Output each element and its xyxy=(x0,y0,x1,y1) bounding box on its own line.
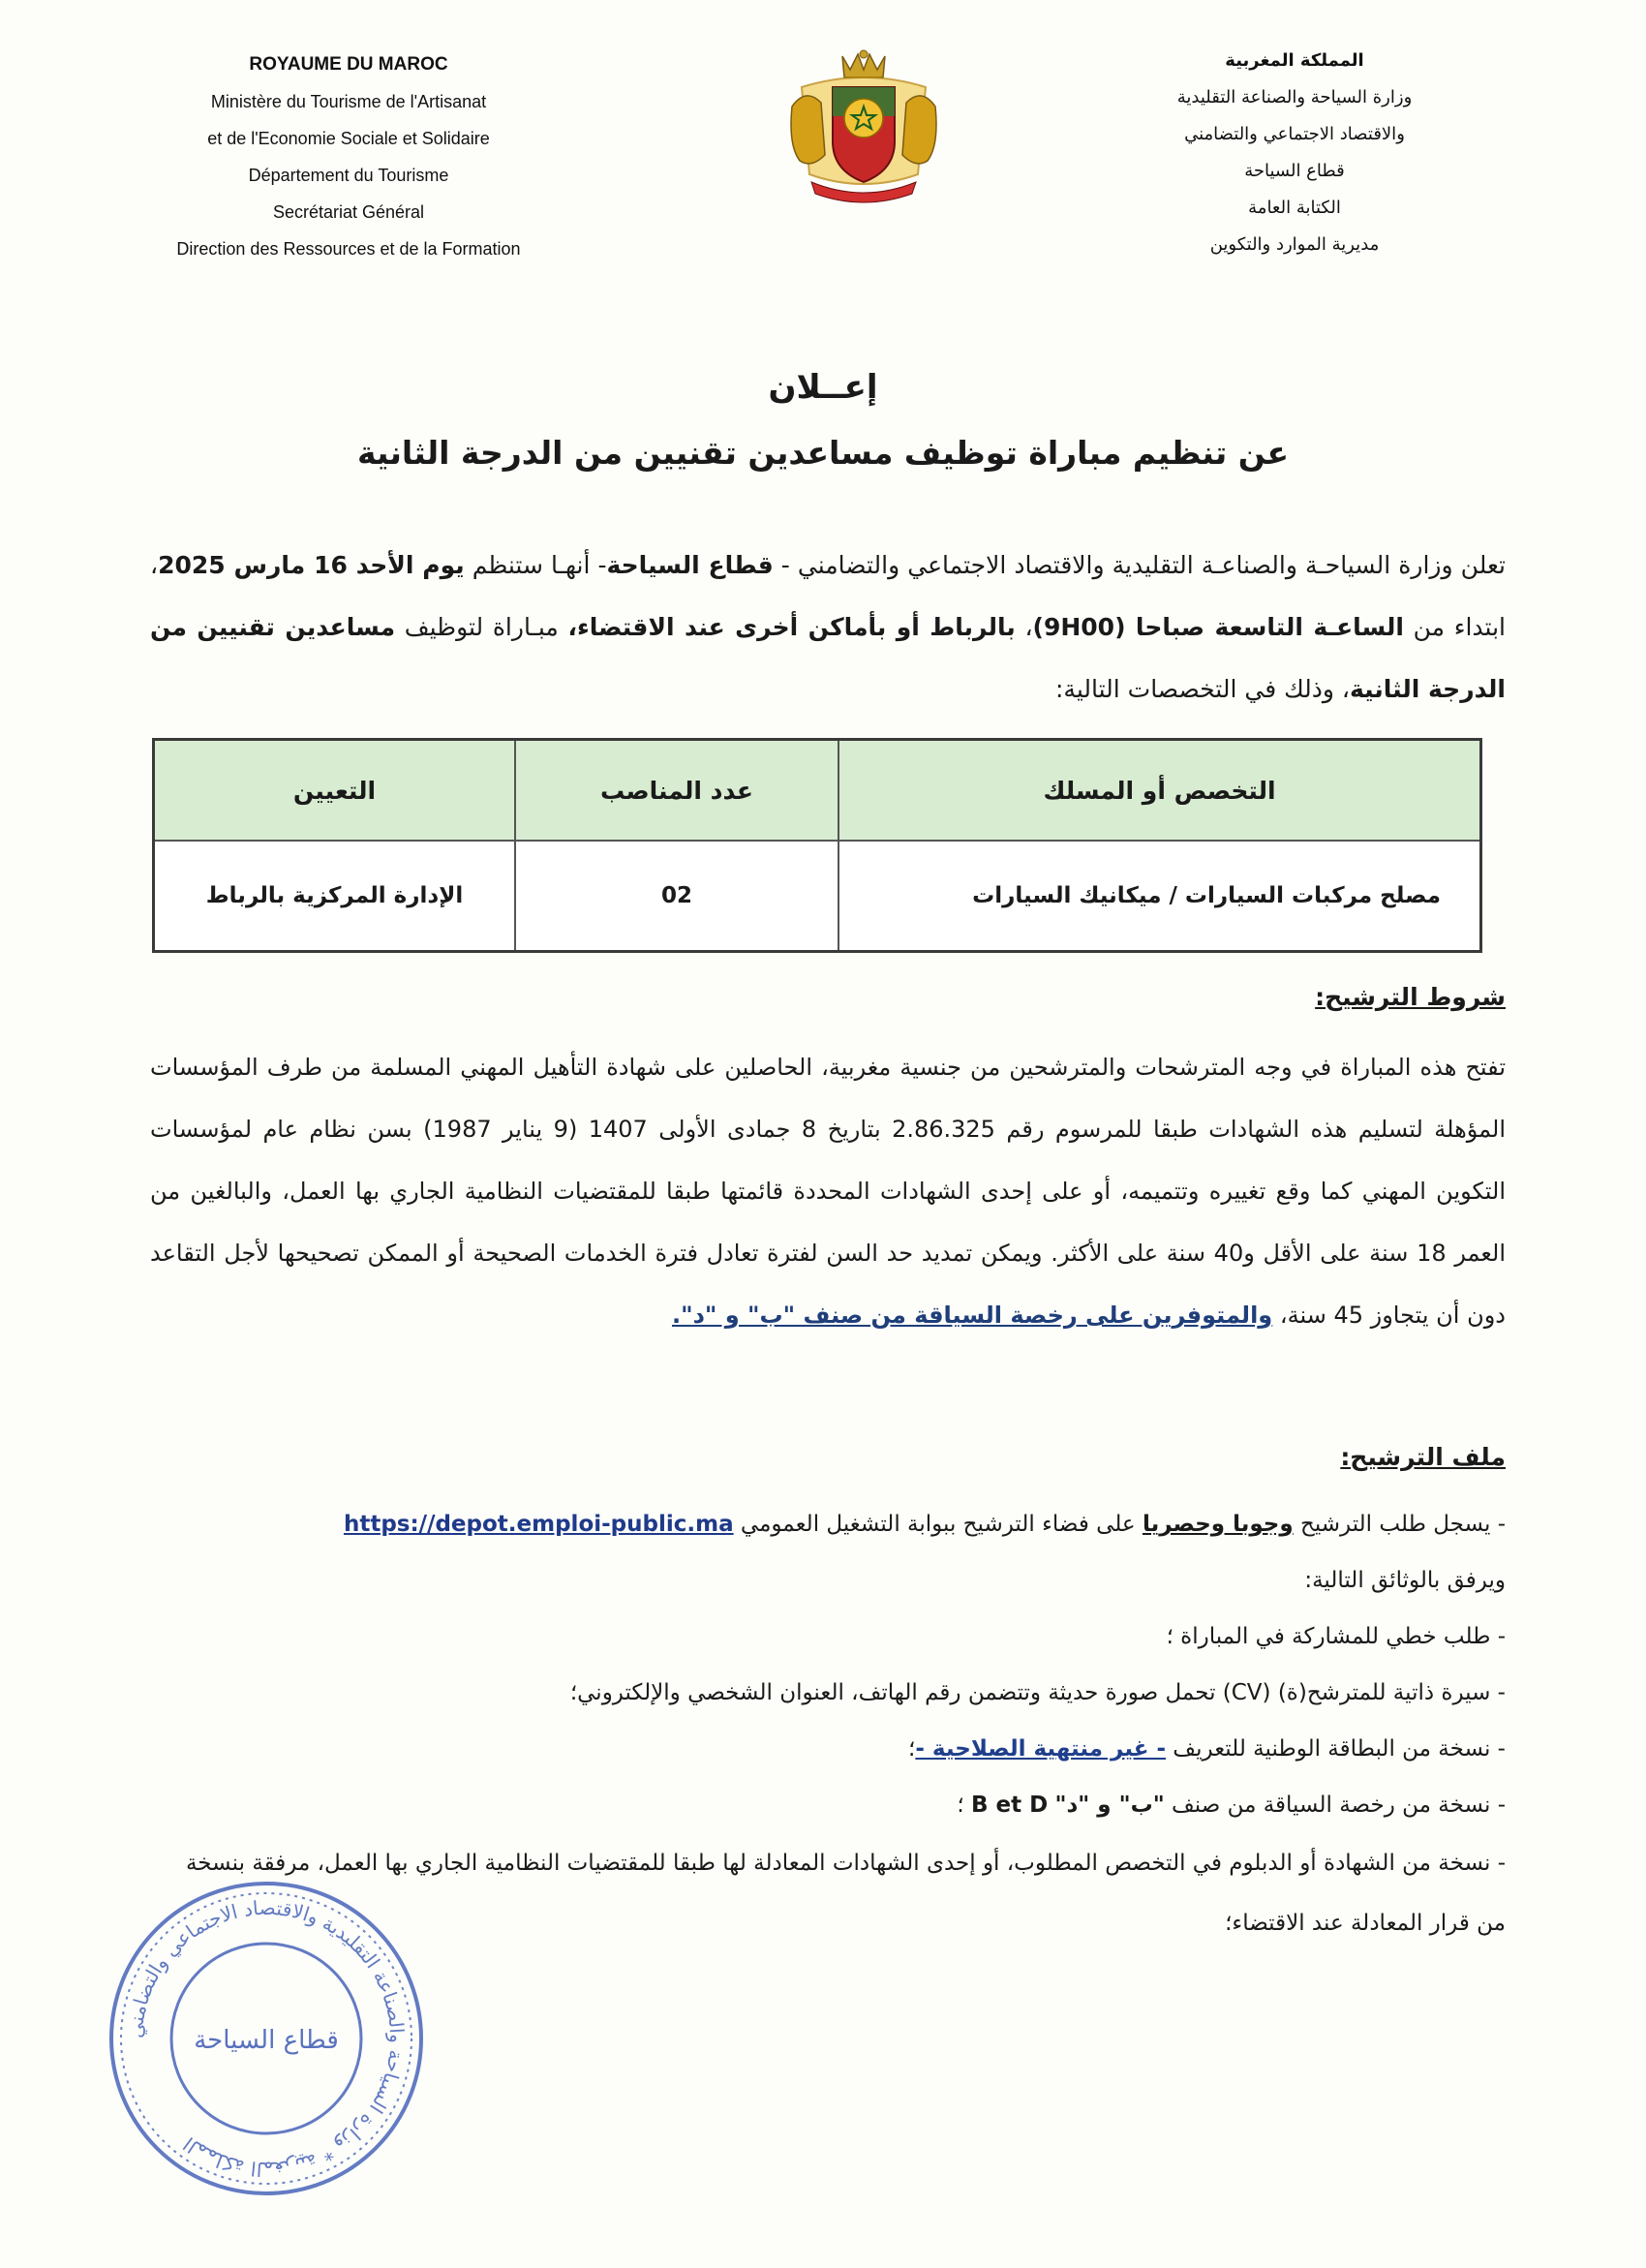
list-item xyxy=(150,1552,1506,1609)
conditions-license: والمتوفرين على رخصة السياقة من صنف "ب" و "د". xyxy=(671,1302,1273,1329)
header-arabic xyxy=(1135,43,1454,263)
item5-text-d: ؛ xyxy=(957,1793,971,1818)
header-positions: عدد المناصب xyxy=(515,740,838,842)
intro-part-5: ، ابتداء من xyxy=(150,551,1506,641)
header-ar-line3: والاقتصاد الاجتماعي والتضامني xyxy=(1184,124,1405,144)
header-ar-line1: المملكة المغربية xyxy=(1225,50,1364,71)
header-fr-line6: Direction des Ressources et de la Formation xyxy=(176,239,521,259)
intro-part-1: تعلن وزارة السياحـة والصناعـة التقليدية والاقتصاد الاجتماعي والتضامني - xyxy=(773,551,1506,579)
official-stamp-icon xyxy=(102,1874,431,2203)
header-ar-line4: قطاع السياحة xyxy=(1244,161,1345,181)
header-ar-line2: وزارة السياحة والصناعة التقليدية xyxy=(1176,87,1413,107)
intro-part-11: ، وذلك في التخصصات التالية: xyxy=(1055,675,1351,703)
conditions-text xyxy=(150,1036,1506,1346)
header-fr-line1: ROYAUME DU MAROC xyxy=(249,54,448,75)
table-header-row xyxy=(154,740,1481,842)
cell-positions: 02 xyxy=(515,841,838,952)
list-item xyxy=(150,1721,1506,1777)
stamp-ring-text: المملكة المغربية * وزارة السياحة والصناعة التقليدية والاقتصاد الاجتماعي والتضامني xyxy=(123,1895,410,2182)
item6-text: - نسخة من الشهادة أو الدبلوم في التخصص المطلوب، أو إحدى الشهادات المعادلة لها طبقا للمقتضيات النظامية الجاري بها العمل، مرفقة بنسخة من قرار المعادلة عند الاقتضاء؛ xyxy=(185,1851,1506,1936)
item3-text: - سيرة ذاتية للمترشح(ة) (CV) تحمل صورة حديثة وتتضمن رقم الهاتف، العنوان الشخصي والإلكتروني؛ xyxy=(569,1680,1506,1705)
item1-text-c: على فضاء الترشيح ببوابة التشغيل العمومي xyxy=(733,1512,1143,1537)
intro-sector: قطاع السياحة xyxy=(606,551,774,579)
announcement-subtitle: عن تنظيم مباراة توظيف مساعدين تقنيين من الدرجة الثانية xyxy=(357,434,1289,472)
header-assignment: التعيين xyxy=(154,740,516,842)
header-fr-line2: Ministère du Tourisme de l'Artisanat xyxy=(210,92,487,111)
intro-grade: مساعدين تقنيين من الدرجة الثانية xyxy=(150,613,1506,703)
item1-text-a: - يسجل طلب الترشيح xyxy=(1293,1512,1506,1537)
item4-text-c: ؛ xyxy=(908,1736,916,1762)
intro-part-9: مبـاراة لتوظيف xyxy=(395,613,568,641)
cell-specialty: مصلح مركبات السيارات / ميكانيك السيارات xyxy=(838,841,1481,952)
header-ar-line5: الكتابة العامة xyxy=(1248,198,1341,218)
item2-text: - طلب خطي للمشاركة في المباراة ؛ xyxy=(1166,1624,1506,1649)
intro-paragraph xyxy=(150,535,1506,720)
item5-categories-fr: B et D xyxy=(970,1793,1049,1818)
intro-date: يوم الأحد 16 مارس 2025 xyxy=(158,551,465,579)
positions-table xyxy=(152,738,1482,953)
list-item xyxy=(150,1496,1506,1552)
item4-text-a: - نسخة من البطاقة الوطنية للتعريف xyxy=(1166,1736,1506,1762)
table-row xyxy=(154,841,1481,952)
header-fr-line3: et de l'Economie Sociale et Solidaire xyxy=(207,129,490,148)
item5-text-a: - نسخة من رخصة السياقة من صنف xyxy=(1164,1793,1506,1818)
list-item xyxy=(150,1777,1506,1833)
header-fr-line5: Secrétariat Général xyxy=(272,202,425,222)
announcement-title: إعــلان xyxy=(768,368,878,407)
item1-mandatory: وجوبا وحصريا xyxy=(1142,1512,1294,1537)
header-specialty: التخصص أو المسلك xyxy=(838,740,1481,842)
stamp-center-text: قطاع السياحة xyxy=(194,2026,339,2055)
cell-assignment: الإدارة المركزية بالرباط xyxy=(154,841,516,952)
dossier-title: ملف الترشيح: xyxy=(1340,1443,1506,1471)
intro-location: بالرباط أو بأماكن أخرى عند الاقتضاء، xyxy=(567,613,1016,641)
item4-validity: - غير منتهية الصلاحية - xyxy=(915,1736,1166,1762)
royal-emblem-icon xyxy=(782,48,945,203)
item1-text-d: ويرفق بالوثائق التالية: xyxy=(1304,1568,1506,1593)
intro-part-3: - أنهـا ستنظم xyxy=(464,551,607,579)
conditions-title: شروط الترشيح: xyxy=(1315,983,1506,1011)
item5-categories-ar: "ب" و "د" xyxy=(1054,1793,1165,1818)
header-fr-line4: Département du Tourisme xyxy=(248,166,449,185)
list-item xyxy=(150,1665,1506,1721)
conditions-body: تفتح هذه المباراة في وجه المترشحات والمترشحين من جنسية مغربية، الحاصلين على شهادة التأهيل المهني المسلمة من طرف المؤسسات المؤهلة لتسليم هذه الشهادات طبقا للمرسوم رقم 2.86.325 بتاريخ 8 جمادى الأولى 1407 (9 يناير 1987) بسن نظام عام لمؤسسات التكوين المهني كما وقع تغييره وتتميمه، أو على إحدى الشهادات المحددة قائمتها طبقا للمقتضيات النظامية الجاري بها العمل، والبالغين من العمر 18 سنة على الأقل و40 سنة على الأكثر. ويمكن تمديد حد السن لفترة تعادل فترة الخدمات الصحيحة أو الممكن تصحيحها لأجل التقاعد دون أن يتجاوز 45 سنة، xyxy=(150,1054,1506,1329)
header-ar-line6: مديرية الموارد والتكوين xyxy=(1209,234,1380,255)
header-french xyxy=(155,46,542,267)
intro-part-7: ، xyxy=(1015,613,1033,641)
portal-link[interactable]: https://depot.emploi-public.ma xyxy=(343,1512,734,1537)
intro-time: الساعـة التاسعة صباحا (9H00) xyxy=(1032,613,1404,641)
list-item xyxy=(150,1609,1506,1665)
